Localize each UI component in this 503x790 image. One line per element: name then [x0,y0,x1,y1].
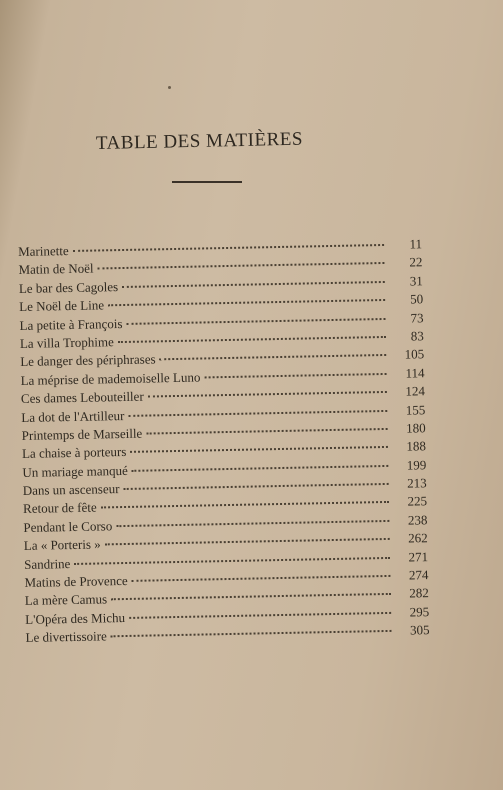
dot-leader [116,519,389,527]
toc-entry-title: Pendant le Corso [23,518,113,535]
toc-entry-title: Le Noël de Line [19,297,105,315]
toc-entry-page: 155 [405,401,426,418]
toc-entry-title: Ces dames Lebouteiller [20,388,144,407]
dot-leader [160,353,387,360]
toc-entry-page: 11 [409,236,423,252]
dot-leader [204,372,386,378]
toc-entry-page: 274 [408,567,429,583]
toc-entry-page: 114 [405,364,425,381]
toc-entry-page: 31 [409,273,423,289]
toc-entry-page: 83 [410,328,424,344]
page-title: TABLE DES MATIÈRES [95,128,304,154]
dot-leader [74,556,390,565]
dot-leader [148,390,387,398]
dot-leader [132,574,391,582]
toc-entry-page: 295 [409,603,430,620]
toc-entry-title: Le danger des périphrases [20,351,156,370]
dot-leader [122,280,385,288]
dot-leader [111,592,391,600]
toc-entry-page: 73 [410,309,424,326]
toc-entry-title: La « Porteris » [23,536,101,554]
toc-entry-title: La méprise de mademoiselle Luno [20,369,201,388]
toc-entry-title: Un mariage manqué [22,462,128,480]
title-rule [172,181,242,183]
toc-entry-title: Sandrine [24,555,71,572]
dot-leader [132,464,389,472]
ink-speck [168,86,171,89]
dot-leader [98,261,385,270]
toc-entry-title: La mère Camus [24,591,108,609]
toc-entry-page: 282 [409,585,429,601]
toc-entry-page: 199 [406,456,427,473]
toc-entry-page: 105 [404,346,425,362]
toc-entry-page: 305 [409,622,430,638]
dot-leader [128,408,387,416]
dot-leader [111,629,392,637]
toc-entry-title: Matins de Provence [24,572,128,590]
toc-entry-page: 22 [409,254,423,270]
toc-entry-title: Le divertissoire [25,628,107,646]
toc-entry-page: 262 [408,530,428,546]
dot-leader [146,427,387,435]
dot-leader [105,537,390,545]
toc-entry-page: 238 [407,512,428,528]
toc-entry-title: La villa Trophime [19,334,114,351]
toc-entry-page: 225 [407,493,428,510]
toc-entry-title: Dans un ascenseur [22,481,120,499]
toc-entry-title: Matin de Noël [18,260,94,278]
toc-entry-title: Le bar des Cagoles [18,278,119,296]
toc-entry-page: 271 [408,548,429,565]
dot-leader [118,335,386,343]
toc-entry-title: La petite à François [19,315,123,333]
dot-leader [126,317,385,325]
toc-entry-page: 50 [409,291,424,307]
dot-leader [130,445,388,453]
toc-entry-title: Marinette [18,243,69,259]
dot-leader [101,500,389,509]
dot-leader [123,482,388,490]
toc-entry-title: Retour de fête [22,500,97,517]
toc-entry-title: La dot de l'Artilleur [21,407,125,425]
table-of-contents [18,236,430,648]
toc-entry-page: 180 [405,420,426,436]
toc-entry-title: Printemps de Marseille [21,425,143,443]
dot-leader [108,298,385,306]
toc-entry-page: 124 [405,383,426,399]
toc-entry-title: L'Opéra des Michu [25,609,126,627]
toc-entry-page: 213 [407,475,427,491]
toc-entry-page: 188 [406,438,427,454]
toc-entry-title: La chaise à porteurs [21,444,127,462]
dot-leader [73,243,384,252]
dot-leader [129,611,391,619]
